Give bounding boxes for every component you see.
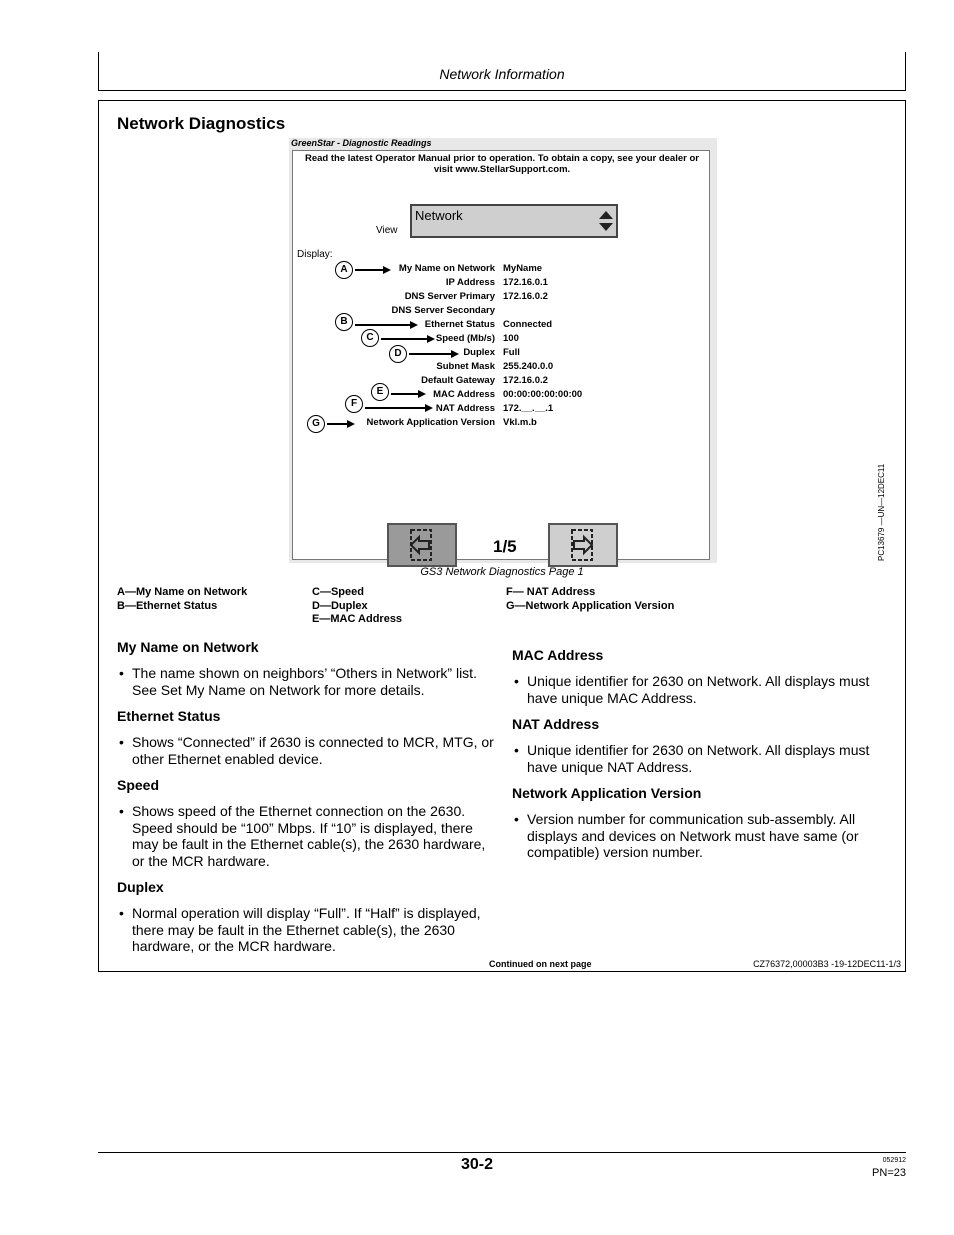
up-down-spinner-icon[interactable] xyxy=(599,211,613,233)
diag-value: 172.16.0.2 xyxy=(503,375,548,386)
heading-nat-address: NAT Address xyxy=(512,716,600,732)
diag-row xyxy=(293,263,711,277)
diag-label: MAC Address xyxy=(433,389,495,400)
page-forward-icon xyxy=(550,525,616,565)
callout-arrow xyxy=(365,407,425,409)
page-back-icon xyxy=(389,525,455,565)
diag-row xyxy=(293,361,711,375)
arrow-head-icon xyxy=(425,404,433,412)
bullet-ethernet-status: • Shows “Connected” if 2630 is connected to MCR, MTG, or other Ethernet enabled device. xyxy=(117,734,497,767)
diag-row xyxy=(293,305,711,319)
callout-arrow xyxy=(391,393,418,395)
legend-item: B—Ethernet Status xyxy=(117,599,218,612)
diag-label: Default Gateway xyxy=(421,375,495,386)
right-column xyxy=(512,647,892,861)
view-select[interactable] xyxy=(410,204,618,238)
diag-row xyxy=(293,333,711,347)
diag-label: DNS Server Secondary xyxy=(391,305,495,316)
app-title: GreenStar - Diagnostic Readings xyxy=(291,138,432,148)
diag-value: Connected xyxy=(503,319,553,330)
diag-label: NAT Address xyxy=(435,403,495,414)
view-value: Network xyxy=(415,208,463,223)
callout-marker: E xyxy=(371,383,389,401)
footer-divider xyxy=(98,1152,906,1153)
legend-col-1 xyxy=(117,586,247,613)
callout-arrow xyxy=(355,324,410,326)
operator-notice: Read the latest Operator Manual prior to operation. To obtain a copy, see your dealer or visit www.StellarSupport.com. xyxy=(305,153,699,175)
diag-value: MyName xyxy=(503,263,543,274)
diag-value: Vkl.m.b xyxy=(503,417,537,428)
bullet-speed: • Shows speed of the Ethernet connection on the 2630. Speed should be “100” Mbps. If “10” is displayed, there may be fault in the Ethernet cable(s), the 2630 hardware, or the MCR hardware. xyxy=(117,803,497,869)
diag-value: 255.240.0.0 xyxy=(503,361,554,372)
header-title: Network Information xyxy=(439,66,565,82)
arrow-head-icon xyxy=(418,390,426,398)
callout-arrow xyxy=(327,423,347,425)
bullet-nat-address: • Unique identifier for 2630 on Network. All displays must have unique NAT Address. xyxy=(512,742,892,775)
callout-marker: D xyxy=(389,345,407,363)
diag-row xyxy=(293,291,711,305)
diag-value: 100 xyxy=(503,333,519,344)
date-code: 052912 xyxy=(882,1157,906,1164)
legend-item: G—Network Application Version xyxy=(506,599,675,612)
diag-value: 00:00:00:00:00:00 xyxy=(503,389,583,400)
diag-value: 172.16.0.1 xyxy=(503,277,548,288)
callout-arrow xyxy=(409,353,451,355)
arrow-head-icon xyxy=(451,350,459,358)
diag-row xyxy=(293,398,711,417)
left-column xyxy=(117,639,497,955)
arrow-head-icon xyxy=(427,335,435,343)
spin-down-icon xyxy=(599,223,613,231)
legend-item: C—Speed xyxy=(312,586,364,598)
callout-marker: A xyxy=(335,261,353,279)
heading-duplex: Duplex xyxy=(117,879,164,895)
legend-col-2 xyxy=(312,586,402,627)
diag-label: Subnet Mask xyxy=(436,361,495,372)
diag-value: 172.__.__.1 xyxy=(503,403,554,414)
diag-value: Full xyxy=(503,347,520,358)
section-title: Network Diagnostics xyxy=(117,114,286,133)
heading-mac-address: MAC Address xyxy=(512,647,604,663)
figure-caption: GS3 Network Diagnostics Page 1 xyxy=(420,566,584,578)
document-code: CZ76372,00003B3 -19-12DEC11-1/3 xyxy=(753,959,901,969)
callout-marker: B xyxy=(335,313,353,331)
callout-marker: F xyxy=(345,395,363,413)
display-label: Display: xyxy=(297,249,333,260)
continued-note: Continued on next page xyxy=(489,959,592,969)
screen-figure xyxy=(289,138,717,563)
page-number: 30-2 xyxy=(460,1156,494,1173)
diag-row xyxy=(293,316,711,333)
previous-page-button[interactable] xyxy=(387,523,457,567)
bullet-my-name: • The name shown on neighbors’ “Others in Network” list. See Set My Name on Network for more details. xyxy=(117,665,497,698)
content-box xyxy=(98,100,906,972)
callout-arrow xyxy=(381,338,427,340)
legend-item: D—Duplex xyxy=(312,599,368,612)
diag-label: Network Application Version xyxy=(366,417,495,428)
pn-number: PN=23 xyxy=(872,1167,906,1179)
diag-label: Speed (Mb/s) xyxy=(435,333,495,344)
legend-col-3 xyxy=(506,586,674,613)
figure-code: PC13679 —UN—12DEC11 xyxy=(877,463,886,561)
callout-marker: G xyxy=(307,415,325,433)
diag-label: DNS Server Primary xyxy=(404,291,495,302)
heading-speed: Speed xyxy=(117,777,160,793)
diag-row xyxy=(293,277,711,291)
diag-label: Duplex xyxy=(463,347,495,358)
spin-up-icon xyxy=(599,211,613,219)
legend-item: E—MAC Address xyxy=(312,613,403,625)
bullet-mac-address: • Unique identifier for 2630 on Network. All displays must have unique MAC Address. xyxy=(512,673,892,706)
arrow-head-icon xyxy=(410,321,418,329)
callout-arrow xyxy=(355,269,383,271)
diag-row xyxy=(293,417,711,431)
diag-label: IP Address xyxy=(445,277,495,288)
arrow-head-icon xyxy=(383,266,391,274)
diag-row xyxy=(293,347,711,361)
heading-network-app-version: Network Application Version xyxy=(512,785,702,801)
heading-my-name: My Name on Network xyxy=(117,639,259,655)
diag-row xyxy=(293,375,711,389)
display-screen xyxy=(292,150,710,560)
callout-marker: C xyxy=(361,329,379,347)
bullet-duplex: • Normal operation will display “Full”. If “Half” is displayed, there may be fault in the Ethernet cable(s), the 2630 hardware, or the MCR hardware. xyxy=(117,905,497,955)
page-indicator: 1/5 xyxy=(493,537,517,556)
view-label: View xyxy=(376,225,398,236)
legend-item: A—My Name on Network xyxy=(117,586,248,598)
next-page-button[interactable] xyxy=(548,523,618,567)
diag-label: Ethernet Status xyxy=(424,319,495,330)
diag-value: 172.16.0.2 xyxy=(503,291,548,302)
heading-ethernet-status: Ethernet Status xyxy=(117,708,221,724)
diag-label: My Name on Network xyxy=(398,263,495,274)
bullet-network-app-version: • Version number for communication sub-assembly. All displays and devices on Network must have same (or compatible) version number. xyxy=(512,811,892,861)
arrow-head-icon xyxy=(347,420,355,428)
page-header xyxy=(98,52,906,91)
legend-item: F— NAT Address xyxy=(506,586,596,598)
